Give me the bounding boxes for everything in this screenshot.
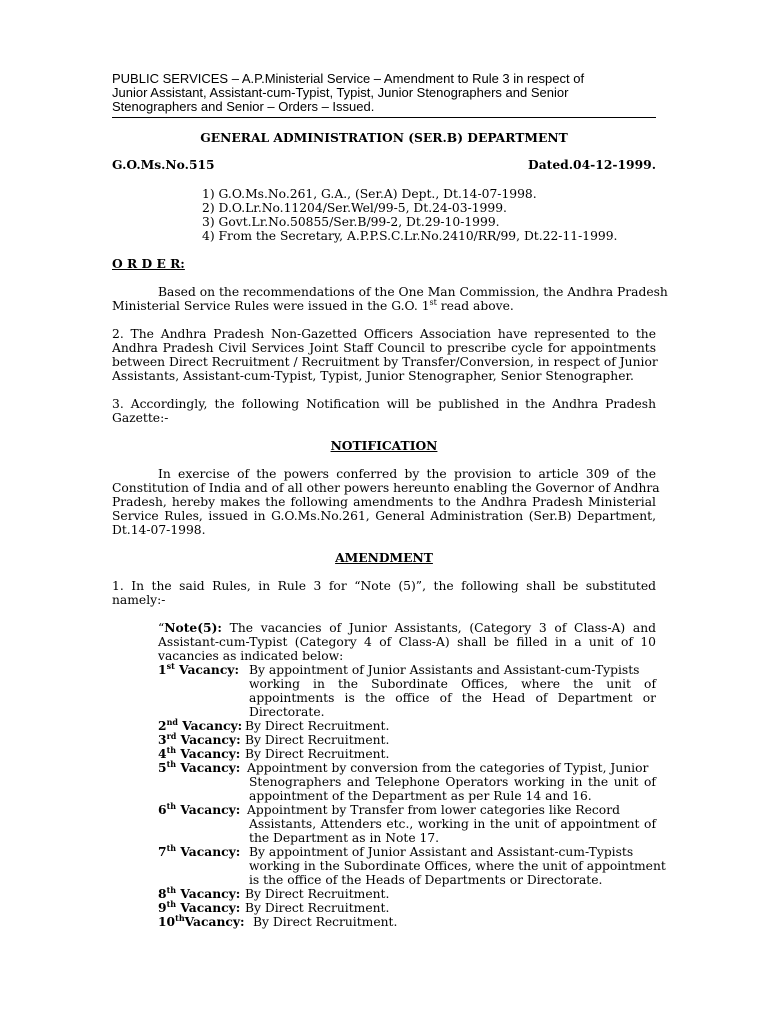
- vacancy-8-text-1: By Direct Recruitment.: [245, 887, 390, 901]
- vacancy-5-text-1: Appointment by conversion from the categories of Typist, Junior: [247, 761, 649, 775]
- vacancy-9-text-1: By Direct Recruitment.: [245, 901, 390, 915]
- vacancy-1-text-4: Directorate.: [249, 705, 325, 719]
- vacancy-2-label: 2nd Vacancy:: [158, 717, 243, 733]
- para1-line-1: Based on the recommendations of the One Man Commission, the Andhra Pradesh: [158, 285, 668, 299]
- note-line-3: vacancies as indicated below:: [158, 649, 344, 663]
- para1-line-2: Ministerial Service Rules were issued in the G.O. 1st read above.: [112, 298, 514, 313]
- vacancy-6-text-1: Appointment by Transfer from lower categories like Record: [247, 803, 620, 817]
- notification-line-1: In exercise of the powers conferred by the provision to article 309 of the: [158, 467, 656, 481]
- para3-line-1: 3. Accordingly, the following Notification will be published in the Andhra Pradesh: [112, 397, 656, 411]
- vacancy-10-text-1: By Direct Recruitment.: [253, 915, 398, 929]
- reference-1: 1) G.O.Ms.No.261, G.A., (Ser.A) Dept., Dt.14-07-1998.: [202, 187, 537, 201]
- vacancy-6-label: 6th Vacancy:: [158, 801, 241, 817]
- go-date: Dated.04-12-1999.: [528, 157, 656, 172]
- reference-3: 3) Govt.Lr.No.50855/Ser.B/99-2, Dt.29-10-1999.: [202, 215, 500, 229]
- reference-2: 2) D.O.Lr.No.11204/Ser.Wel/99-5, Dt.24-03-1999.: [202, 201, 507, 215]
- vacancy-7-text-3: is the office of the Heads of Departments or Directorate.: [249, 873, 603, 887]
- vacancy-5-text-2: Stenographers and Telephone Operators working in the unit of: [249, 775, 656, 789]
- reference-4: 4) From the Secretary, A.P.P.S.C.Lr.No.2410/RR/99, Dt.22-11-1999.: [202, 229, 618, 243]
- vacancy-6-text-2: Assistants, Attenders etc., working in the unit of appointment of: [249, 817, 656, 831]
- vacancy-7-label: 7th Vacancy:: [158, 843, 241, 859]
- department-heading: GENERAL ADMINISTRATION (SER.B) DEPARTMENT: [200, 130, 568, 145]
- vacancy-10-label: 10thVacancy:: [158, 913, 245, 929]
- vacancy-4-label: 4th Vacancy:: [158, 745, 241, 761]
- para2-line-3: between Direct Recruitment / Recruitment by Transfer/Conversion, in respect of Junior: [112, 355, 658, 369]
- vacancy-1-text-2: working in the Subordinate Offices, where the unit of: [249, 677, 656, 691]
- amendment-heading: AMENDMENT: [335, 550, 433, 565]
- para2-line-2: Andhra Pradesh Civil Services Joint Staff Council to prescribe cycle for appointments: [112, 341, 656, 355]
- vacancy-3-text-1: By Direct Recruitment.: [245, 733, 390, 747]
- notification-line-2: Constitution of India and of all other powers hereunto enabling the Governor of Andhra: [112, 481, 660, 495]
- vacancy-1-label: 1st Vacancy:: [158, 661, 239, 677]
- note-line-1: “Note(5): The vacancies of Junior Assistants, (Category 3 of Class-A) and: [158, 620, 656, 635]
- vacancy-5-text-3: appointment of the Department as per Rule 14 and 16.: [249, 789, 592, 803]
- para2-line-4: Assistants, Assistant-cum-Typist, Typist, Junior Stenographer, Senior Stenographer.: [112, 369, 634, 383]
- vacancy-7-text-1: By appointment of Junior Assistant and Assistant-cum-Typists: [249, 845, 634, 859]
- vacancy-2-text-1: By Direct Recruitment.: [245, 719, 390, 733]
- notification-line-5: Dt.14-07-1998.: [112, 523, 206, 537]
- subject-line-1: PUBLIC SERVICES – A.P.Ministerial Service – Amendment to Rule 3 in respect of: [112, 71, 585, 86]
- subject-divider: [112, 117, 656, 118]
- amendment-line-2: namely:-: [112, 593, 166, 607]
- vacancy-8-label: 8th Vacancy:: [158, 885, 241, 901]
- notification-line-3: Pradesh, hereby makes the following amendments to the Andhra Pradesh Ministerial: [112, 495, 656, 509]
- vacancy-1-text-3: appointments is the office of the Head of Department or: [249, 691, 656, 705]
- para3-line-2: Gazette:-: [112, 411, 169, 425]
- vacancy-3-label: 3rd Vacancy:: [158, 731, 241, 747]
- vacancy-7-text-2: working in the Subordinate Offices, where the unit of appointment: [249, 859, 666, 873]
- vacancy-4-text-1: By Direct Recruitment.: [245, 747, 390, 761]
- notification-line-4: Service Rules, issued in G.O.Ms.No.261, General Administration (Ser.B) Department,: [112, 509, 656, 523]
- order-heading: O R D E R:: [112, 256, 185, 271]
- vacancy-6-text-3: the Department as in Note 17.: [249, 831, 440, 845]
- note-line-2: Assistant-cum-Typist (Category 4 of Class-A) shall be filled in a unit of 10: [158, 635, 656, 649]
- go-number: G.O.Ms.No.515: [112, 157, 215, 172]
- para2-line-1: 2. The Andhra Pradesh Non-Gazetted Officers Association have represented to the: [112, 327, 656, 341]
- subject-line-3: Stenographers and Senior – Orders – Issued.: [112, 99, 375, 114]
- vacancy-1-text-1: By appointment of Junior Assistants and Assistant-cum-Typists: [249, 663, 640, 677]
- vacancy-5-label: 5th Vacancy:: [158, 759, 241, 775]
- subject-line-2: Junior Assistant, Assistant-cum-Typist, Typist, Junior Stenographers and Senior: [112, 85, 569, 100]
- amendment-line-1: 1. In the said Rules, in Rule 3 for “Note (5)”, the following shall be substituted: [112, 579, 656, 593]
- vacancy-9-label: 9th Vacancy:: [158, 899, 241, 915]
- notification-heading: NOTIFICATION: [330, 438, 438, 453]
